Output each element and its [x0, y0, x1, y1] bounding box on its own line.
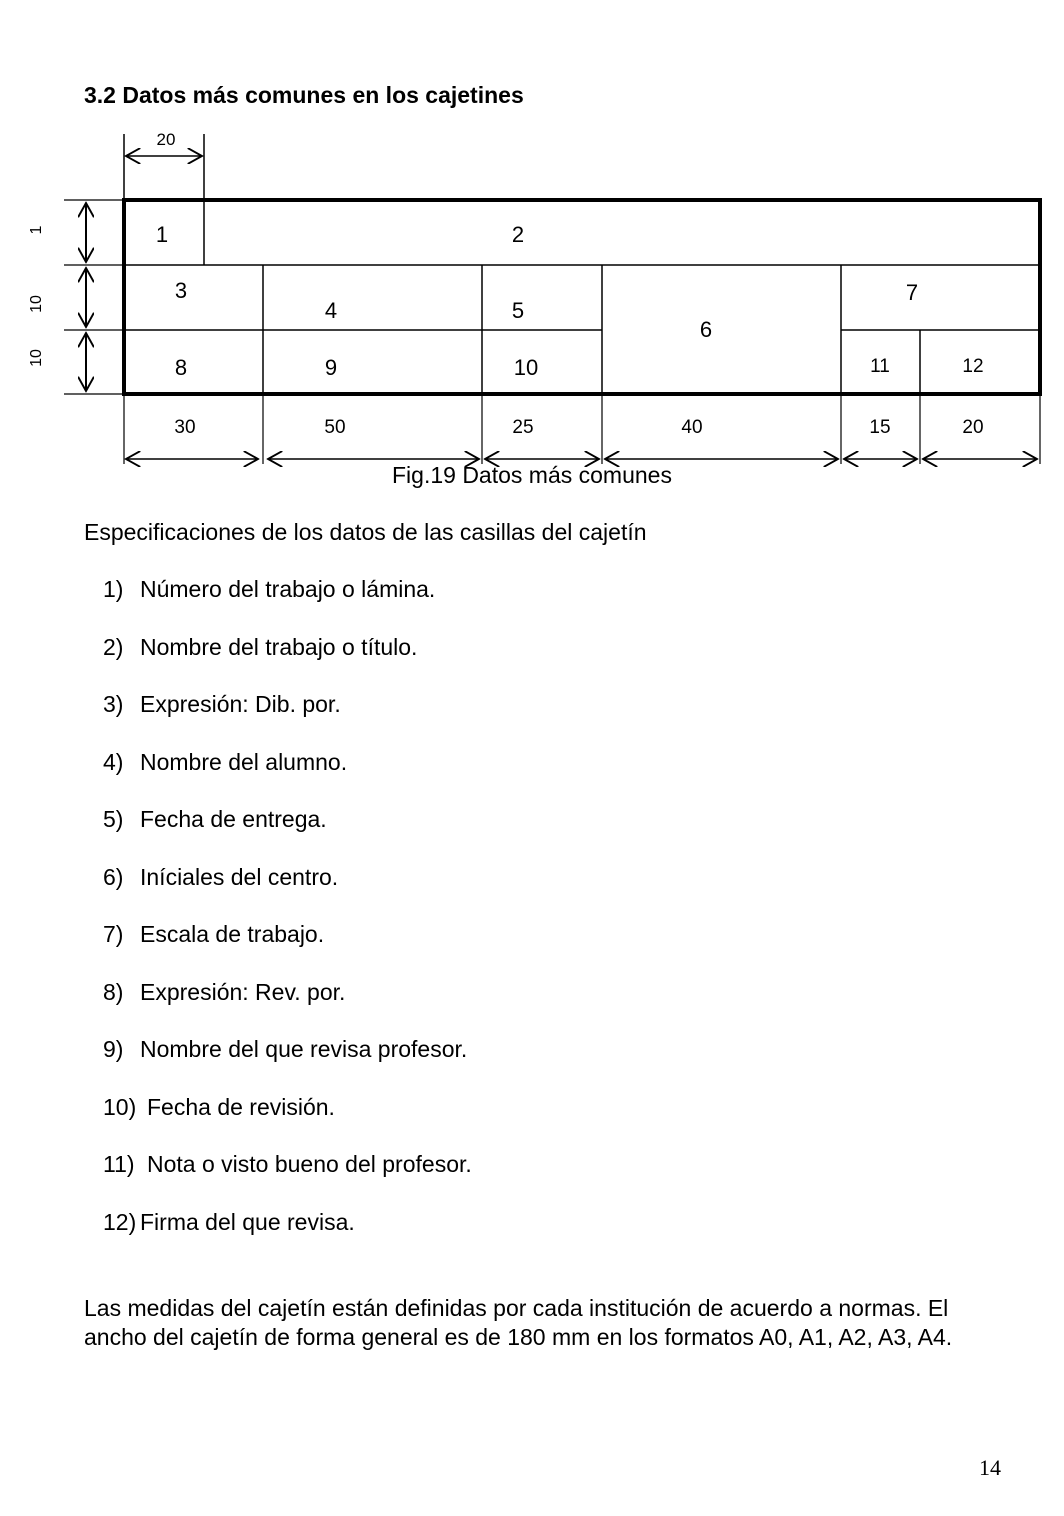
list-item — [103, 806, 327, 833]
title-block-diagram — [0, 0, 1064, 500]
list-text: Firma del que revisa. — [140, 1209, 355, 1235]
dim-label-left-1: 1 — [28, 225, 45, 235]
list-text: Iníciales del centro. — [140, 864, 339, 890]
list-text: Número del trabajo o lámina. — [140, 576, 436, 602]
title-block-border — [124, 200, 1040, 394]
list-number: 11) — [103, 1151, 135, 1177]
cell-label-12: 12 — [962, 356, 984, 377]
cell-label-6: 6 — [699, 317, 713, 342]
list-item — [103, 921, 324, 948]
figure-caption: Fig.19 Datos más comunes — [392, 462, 672, 488]
list-item — [103, 1209, 355, 1236]
list-number: 9) — [103, 1036, 124, 1062]
dim-label-bottom-4: 40 — [681, 417, 703, 438]
list-text: Nota o visto bueno del profesor. — [147, 1151, 472, 1177]
list-number: 1) — [103, 576, 124, 602]
dim-label-left-3: 10 — [28, 349, 45, 367]
cell-label-1: 1 — [155, 222, 169, 247]
list-number: 12) — [103, 1209, 137, 1235]
list-number: 10) — [103, 1094, 137, 1120]
dim-label-bottom-3: 25 — [512, 417, 534, 438]
bottom-dimensions — [124, 394, 1040, 464]
list-text: Nombre del alumno. — [140, 749, 348, 775]
list-number: 4) — [103, 749, 124, 775]
cell-label-7: 7 — [905, 280, 919, 305]
list-item — [103, 1094, 335, 1121]
list-text: Expresión: Rev. por. — [140, 979, 346, 1005]
section-title: 3.2 Datos más comunes en los cajetines — [84, 82, 524, 108]
cell-label-2: 2 — [511, 222, 525, 247]
specs-intro: Especificaciones de los datos de las casillas del cajetín — [84, 519, 647, 545]
title-block — [124, 200, 1040, 394]
list-item — [103, 576, 435, 603]
list-item — [103, 634, 417, 661]
cell-label-11: 11 — [870, 356, 890, 377]
list-number: 2) — [103, 634, 124, 660]
dim-label-bottom-1: 30 — [174, 417, 196, 438]
list-item — [103, 864, 338, 891]
list-number: 7) — [103, 921, 124, 947]
cell-label-4: 4 — [324, 298, 338, 323]
list-item — [103, 749, 347, 776]
list-text: Escala de trabajo. — [140, 921, 325, 947]
list-number: 6) — [103, 864, 124, 890]
list-item — [103, 691, 341, 718]
list-item — [103, 1036, 467, 1063]
page-number: 14 — [979, 1455, 1001, 1480]
dim-label-bottom-5: 15 — [869, 417, 891, 438]
list-item — [103, 1151, 472, 1178]
list-text: Nombre del que revisa profesor. — [140, 1036, 468, 1062]
dim-label-left-2: 10 — [28, 295, 45, 313]
cell-label-3: 3 — [174, 278, 188, 303]
cell-label-8: 8 — [174, 355, 188, 380]
dim-label-bottom-6: 20 — [962, 417, 984, 438]
list-number: 8) — [103, 979, 124, 1005]
list-number: 5) — [103, 806, 124, 832]
list-number: 3) — [103, 691, 124, 717]
list-text: Expresión: Dib. por. — [140, 691, 341, 717]
list-text: Nombre del trabajo o título. — [140, 634, 418, 660]
dim-label-top: 20 — [156, 130, 176, 149]
cell-label-9: 9 — [324, 355, 338, 380]
list-text: Fecha de entrega. — [140, 806, 327, 832]
cell-label-5: 5 — [511, 298, 525, 323]
list-item — [103, 979, 345, 1006]
cell-label-10: 10 — [513, 355, 539, 380]
closing-paragraph: Las medidas del cajetín están definidas por cada institución de acuerdo a normas. El ancho del cajetín de forma general es de 180 mm en los formatos A0, A1, A2, A3, A4. — [84, 1295, 953, 1350]
left-dimensions — [28, 200, 124, 394]
top-dimension — [124, 130, 204, 200]
dim-label-bottom-2: 50 — [324, 417, 346, 438]
list-text: Fecha de revisión. — [147, 1094, 335, 1120]
